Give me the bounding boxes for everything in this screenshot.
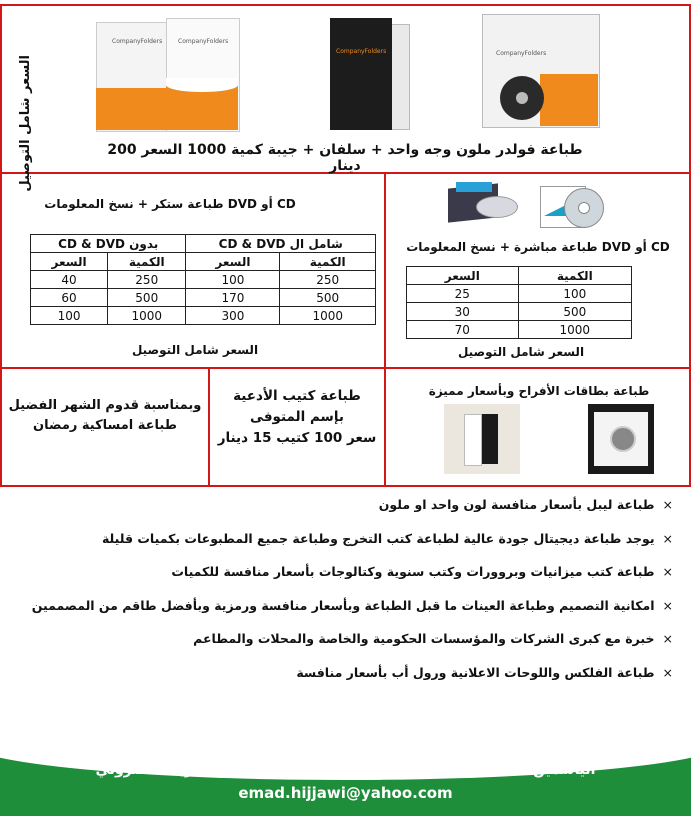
folder-cd-image (482, 14, 598, 126)
sticker-delivery-note: السعر شامل التوصيل (131, 343, 259, 357)
cell: 250 (108, 271, 186, 289)
direct-print-title-cd: CD أو DVD (601, 240, 670, 254)
direct-print-price-table (406, 266, 632, 339)
footer-address: الياسمين - خلف أسواق الفريد موبايل : 0798811969 - البريد الالكتروني (95, 762, 596, 778)
without-price-label: السعر (31, 253, 108, 271)
vdivider-left (208, 367, 210, 485)
footer-email[interactable]: emad.hijjawi@yahoo.com (238, 784, 453, 802)
with-cd-header: شامل ال CD & DVD (186, 235, 376, 253)
services-list (13, 494, 673, 695)
booklet-line-2: بإسم المتوفى (250, 409, 344, 425)
cell: 100 (518, 285, 631, 303)
table-row (407, 285, 632, 303)
cell: 500 (108, 289, 186, 307)
cd-box-image (448, 182, 518, 222)
divider-3 (0, 485, 691, 487)
cell: 100 (31, 307, 108, 325)
table-row (31, 271, 376, 289)
cell: 1000 (518, 321, 631, 339)
vdivider-mid (384, 172, 386, 485)
list-item: × طباعة الفلكس واللوحات الاعلانية ورول أب بأسعار منافسة (13, 662, 673, 684)
cell: 1000 (108, 307, 186, 325)
without-qty-label: الكمية (108, 253, 186, 271)
cd-folder-brand: CompanyFolders (496, 50, 547, 57)
folder-white-orange-image (96, 18, 238, 130)
folder-caption: طباعة فولدر ملون وجه واحد + سلفان + جيبة كمية 1000 السعر 200 دينار (107, 142, 583, 174)
table-row (407, 303, 632, 321)
booklet-line-1: طباعة كتيب الأدعية (233, 388, 361, 404)
with-qty-label: الكمية (280, 253, 376, 271)
divider-2 (0, 367, 691, 369)
sticker-title-text: طباعة ستكر + نسخ المعلومات (44, 197, 224, 211)
cell: 250 (280, 271, 376, 289)
wedding-card-image-1 (444, 404, 520, 474)
with-price-label: السعر (186, 253, 280, 271)
frame-left (0, 4, 2, 485)
folder-brand-label-2: CompanyFolders (178, 38, 229, 45)
wedding-title: طباعة بطاقات الأفراح وبأسعار مميزة (428, 384, 650, 398)
direct-qty-label: الكمية (518, 267, 631, 285)
cell: 1000 (280, 307, 376, 325)
cell: 100 (186, 271, 280, 289)
direct-print-title-text: طباعة مباشرة + نسخ المعلومات (406, 240, 598, 254)
ramadan-line-2: طباعة امساكية رمضان (33, 418, 177, 433)
table-row (31, 307, 376, 325)
folder-brand-label: CompanyFolders (112, 38, 163, 45)
without-cd-header: بدون CD & DVD (31, 235, 186, 253)
list-item: × خبرة مع كبرى الشركات والمؤسسات الحكومية والخاصة والمحلات والمطاعم (13, 628, 673, 650)
cd-case-image (540, 182, 604, 230)
direct-print-delivery-note: السعر شامل التوصيل (457, 345, 585, 359)
cell: 25 (407, 285, 519, 303)
folder-black-image (330, 18, 410, 130)
direct-price-label: السعر (407, 267, 519, 285)
top-divider (0, 4, 691, 6)
ramadan-line-1: وبمناسبة قدوم الشهر الفضيل (8, 398, 202, 413)
ramadan-text (6, 396, 204, 436)
folder-side-text: السعر شامل التوصيل (18, 55, 33, 192)
cell: 40 (31, 271, 108, 289)
list-item: × امكانية التصميم وطباعة العينات ما قبل الطباعة وبأسعار منافسة ورمزية وبأفضل طاقم من المصممين (13, 595, 673, 617)
table-row (407, 321, 632, 339)
cell: 70 (407, 321, 519, 339)
sticker-title (40, 197, 300, 211)
cell: 500 (518, 303, 631, 321)
sticker-price-table (30, 234, 376, 325)
list-item: × طباعة ليبل بأسعار منافسة لون واحد او ملون (13, 494, 673, 516)
wedding-card-image-2 (588, 404, 654, 474)
booklet-text (212, 386, 382, 449)
black-folder-brand: CompanyFolders (336, 48, 387, 55)
table-row (31, 289, 376, 307)
booklet-line-3: سعر 100 كتيب 15 دينار (217, 430, 377, 446)
list-item: × طباعة كتب ميزانيات وبروورات وكتب سنوية وكتالوجات بأسعار منافسة للكميات (13, 561, 673, 583)
cell: 300 (186, 307, 280, 325)
cell: 60 (31, 289, 108, 307)
sticker-title-cd: CD أو DVD (227, 197, 296, 211)
direct-print-title (392, 240, 684, 254)
list-item: × يوجد طباعة ديجيتال جودة عالية لطباعة كتب التخرج وطباعة جميع المطبوعات بكميات قليلة (13, 528, 673, 550)
cell: 30 (407, 303, 519, 321)
cell: 500 (280, 289, 376, 307)
cell: 170 (186, 289, 280, 307)
